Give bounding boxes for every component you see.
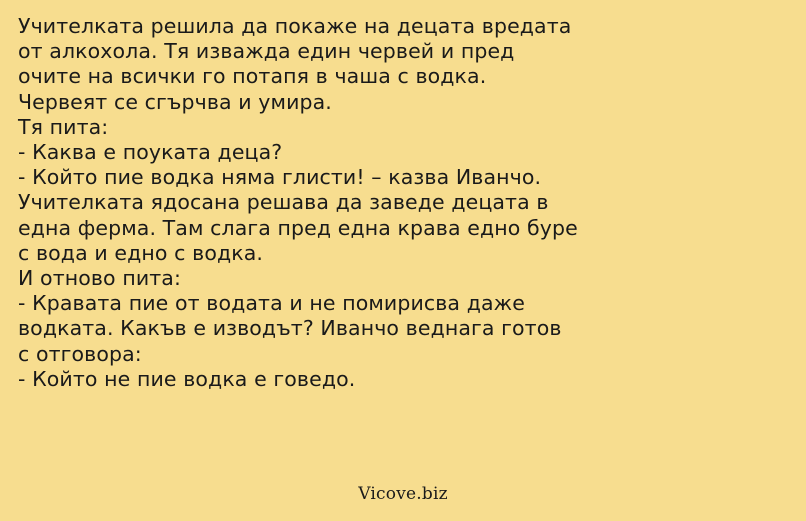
joke-line: очите на всички го потапя в чаша с водка. — [18, 64, 487, 89]
site-name: Vicove.biz — [358, 484, 448, 504]
joke-line: И отново пита: — [18, 266, 181, 291]
joke-line: Червеят се сгърчва и умира. — [18, 89, 332, 114]
joke-line: с отговора: — [18, 341, 142, 366]
spacer — [18, 392, 788, 484]
footer — [18, 484, 788, 521]
joke-line: - Каква е поуката деца? — [18, 140, 283, 165]
joke-line: Учителката решила да покаже на децата вредата — [18, 14, 572, 38]
joke-line: - Кравата пие от водата и не помирисва даже — [18, 291, 525, 316]
joke-line: водката. Какъв е изводът? Иванчо веднага готов — [18, 316, 562, 341]
joke-line: - Който не пие водка е говедо. — [18, 366, 356, 391]
joke-line: от алкохола. Тя изважда един червей и пред — [18, 39, 515, 64]
joke-line: Тя пита: — [18, 114, 109, 139]
joke-text — [18, 14, 788, 392]
joke-line: с вода и едно с водка. — [18, 240, 263, 265]
joke-line: Учителката ядосана решава да заведе децата в — [18, 190, 549, 215]
joke-line: - Който пие водка няма глисти! – казва Иванчо. — [18, 165, 542, 190]
joke-line: една ферма. Там слага пред една крава едно буре — [18, 215, 578, 240]
